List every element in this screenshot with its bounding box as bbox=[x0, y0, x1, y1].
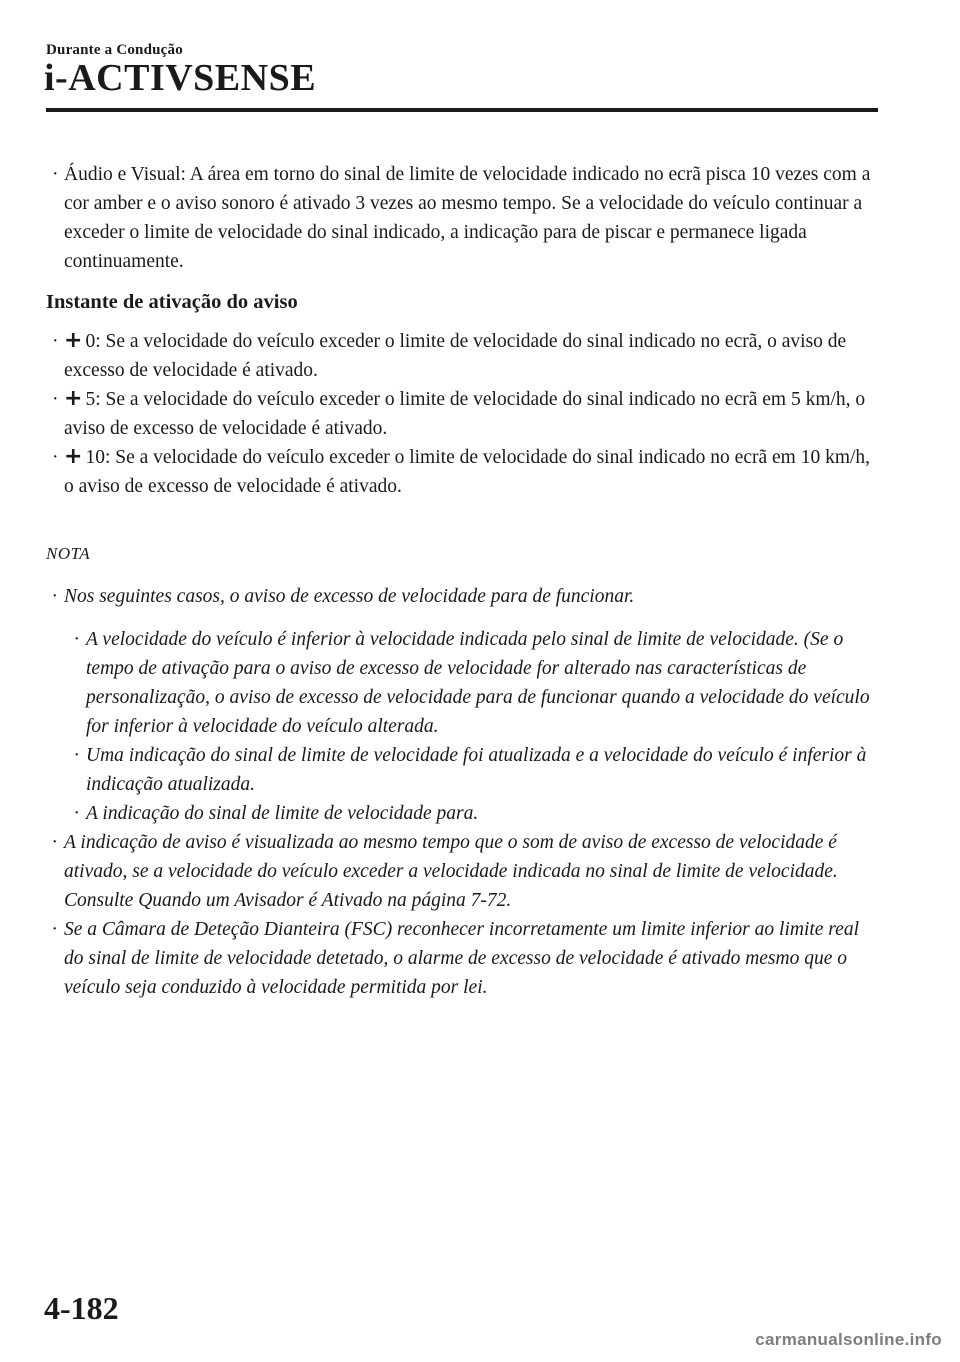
plus-icon: + bbox=[64, 444, 83, 469]
bullet-dot: · bbox=[52, 447, 59, 468]
cross-reference: Consulte Quando um Avisador é Ativado na página 7-72. bbox=[64, 890, 512, 911]
section-heading: Instante de ativação do aviso bbox=[46, 291, 298, 313]
note-sub-item bbox=[46, 799, 878, 828]
plus-icon: + bbox=[64, 328, 83, 353]
main-content bbox=[46, 160, 878, 1002]
bullet-dot: · bbox=[52, 919, 57, 940]
bullet-dot: · bbox=[74, 745, 79, 766]
intro-bullet bbox=[46, 160, 878, 276]
header-divider bbox=[46, 108, 878, 112]
item-text: : Se a velocidade do veículo exceder o limite de velocidade do sinal indicado no ecrã em 10 km/h, o aviso de excesso de velocidade é ativado. bbox=[64, 447, 871, 497]
note-sub-text: Uma indicação do sinal de limite de velocidade foi atualizada e a velocidade do veículo é inferior à indicação atualizada. bbox=[86, 745, 867, 795]
page-title: i-ACTIVSENSE bbox=[44, 57, 317, 99]
note-intro-text: Nos seguintes casos, o aviso de excesso de velocidade para de funcionar. bbox=[64, 586, 635, 607]
list-item bbox=[46, 443, 878, 501]
bullet-dot: · bbox=[52, 164, 59, 185]
note-item-text: Se a Câmara de Deteção Dianteira (FSC) reconhecer incorretamente um limite inferior ao limite real do sinal de limite de velocidade detetado, o alarme de excesso de velocidade é ativado mesmo que o veículo seja conduzido à velocidade permitida por lei. bbox=[64, 919, 859, 998]
note-item bbox=[46, 582, 878, 611]
note-item bbox=[46, 828, 878, 915]
item-prefix: 5 bbox=[85, 389, 96, 410]
intro-bullet-text: Áudio e Visual: A área em torno do sinal de limite de velocidade indicado no ecrã pisca 10 vezes com a cor amber e o aviso sonoro é ativado 3 vezes ao mesmo tempo. Se a velocidade do veículo continuar a exceder o limite de velocidade do sinal indicado, a indicação para de piscar e permanece ligada continuamente. bbox=[64, 164, 871, 272]
note-sub-item bbox=[46, 625, 878, 741]
note-sub-text: A velocidade do veículo é inferior à velocidade indicada pelo sinal de limite de velocidade. (Se o tempo de ativação para o aviso de excesso de velocidade for alterado nas características de personalização, o aviso de excesso de velocidade para de funcionar quando a velocidade do veículo for inferior à velocidade do veículo alterada. bbox=[86, 629, 870, 737]
item-text: : Se a velocidade do veículo exceder o limite de velocidade do sinal indicado no ecrã, o aviso de excesso de velocidade é ativado. bbox=[64, 331, 847, 381]
note-sub-item bbox=[46, 741, 878, 799]
note-sub-text: A indicação do sinal de limite de velocidade para. bbox=[86, 803, 479, 824]
bullet-dot: · bbox=[52, 832, 57, 853]
note-title: NOTA bbox=[46, 544, 91, 563]
list-item bbox=[46, 385, 878, 443]
item-text: : Se a velocidade do veículo exceder o limite de velocidade do sinal indicado no ecrã em 5 km/h, o aviso de excesso de velocidade é ativado. bbox=[64, 389, 866, 439]
watermark: carmanualsonline.info bbox=[755, 1330, 942, 1349]
page-number: 4-182 bbox=[44, 1290, 119, 1326]
plus-icon: + bbox=[64, 386, 83, 411]
item-prefix: 10 bbox=[85, 447, 105, 468]
item-prefix: 0 bbox=[85, 331, 96, 352]
note-item bbox=[46, 915, 878, 1002]
bullet-dot: · bbox=[74, 803, 79, 824]
note-block bbox=[46, 582, 878, 1002]
note-item-text: A indicação de aviso é visualizada ao mesmo tempo que o som de aviso de excesso de velocidade é ativado, se a velocidade do veículo exceder a velocidade indicada no sinal de limite de velocidade. bbox=[64, 832, 838, 882]
timing-list bbox=[46, 327, 878, 501]
list-item bbox=[46, 327, 878, 385]
bullet-dot: · bbox=[74, 629, 79, 650]
section-label: Durante a Condução bbox=[46, 42, 183, 58]
bullet-dot: · bbox=[52, 389, 59, 410]
bullet-dot: · bbox=[52, 331, 59, 352]
bullet-dot: · bbox=[52, 586, 57, 607]
